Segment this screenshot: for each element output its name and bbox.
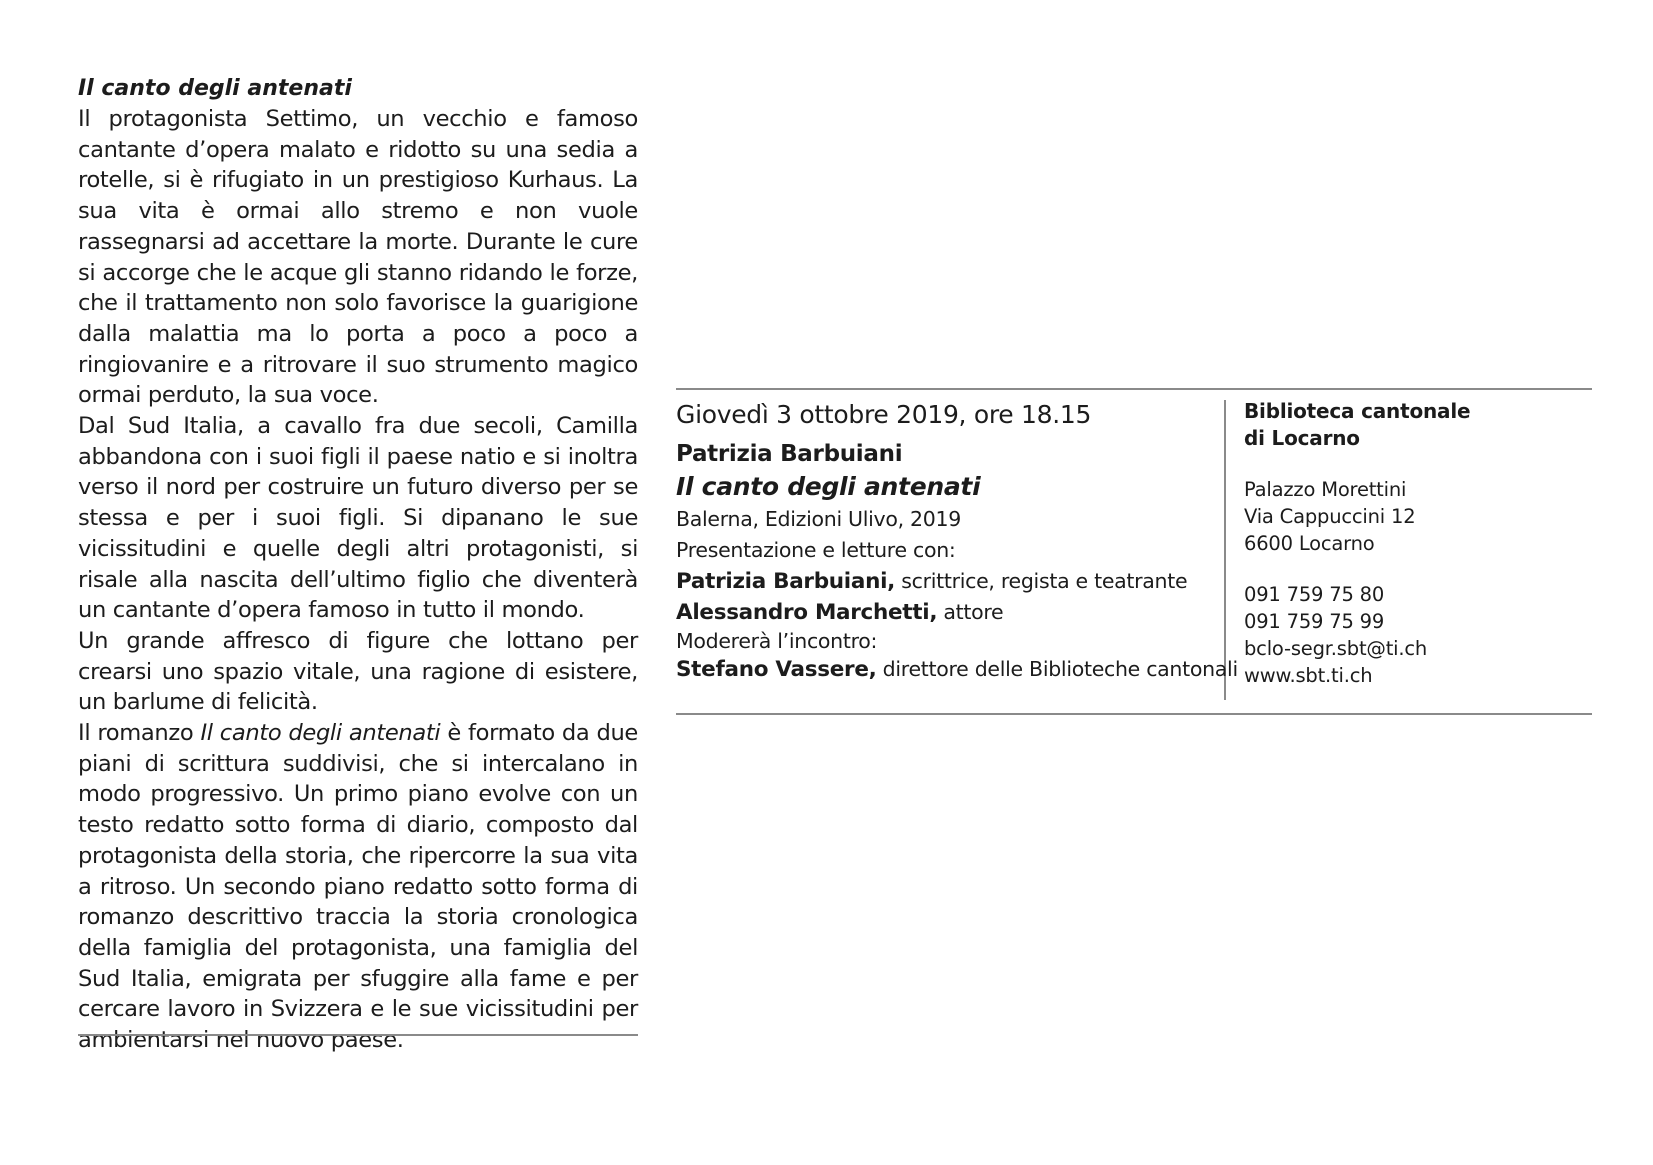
library-fax: 091 759 75 99 — [1244, 610, 1385, 633]
article-paragraph — [78, 718, 638, 1056]
article-body — [78, 104, 638, 1056]
article-paragraph-start: Il romanzo — [78, 720, 201, 747]
library-address-line: Via Cappuccini 12 — [1244, 505, 1416, 528]
participant-role: attore — [937, 600, 1004, 624]
article-title: Il canto degli antenati — [78, 76, 352, 101]
article-paragraph-rest: è formato da due piani di scrittura suddivisi, che si intercalano in modo progressivo. Un primo piano evolve con un testo redatto sotto forma di diario, composto dal protagonista della storia, che ripercorre la sua vita a ritroso. Un secondo piano redatto sotto forma di romanzo descrittivo traccia la storia cronologica della famiglia del protagonista, una famiglia del Sud Italia, emigrata per sfuggire alla fame e per cercare lavoro in Svizzera e le sue vicissitudini per ambientarsi nel nuovo paese. — [78, 720, 638, 1054]
article-paragraph: Il protagonista Settimo, un vecchio e famoso cantante d’opera malato e ridotto su una sedia a rotelle, si è rifugiato in un prestigioso Kurhaus. La sua vita è ormai allo stremo e non vuole rassegnarsi ad accettare la morte. Durante le cure si accorge che le acque gli stanno ridando le forze, che il trattamento non solo favorisce la guarigione dalla malattia ma lo porta a poco a poco a ringiovanire e a ritrovare il suo strumento magico ormai perduto, la sua voce. — [78, 106, 638, 409]
participant-role: scrittrice, regista e teatrante — [895, 569, 1188, 593]
moderator-label: Modererà l’incontro: — [676, 629, 878, 653]
event-date: Giovedì 3 ottobre 2019, ore 18.15 — [676, 400, 1092, 429]
library-phone: 091 759 75 80 — [1244, 583, 1385, 606]
library-name-line1: Biblioteca cantonale — [1244, 399, 1471, 423]
participant-1 — [676, 566, 1216, 597]
article-book-title-inline: Il canto degli antenati — [200, 720, 441, 747]
article-bottom-rule — [78, 1034, 638, 1036]
library-name-line2: di Locarno — [1244, 426, 1360, 450]
event-top-rule — [676, 388, 1592, 390]
library-info — [1244, 398, 1584, 689]
participant-name: Patrizia Barbuiani, — [676, 569, 896, 594]
article-paragraph: Dal Sud Italia, a cavallo fra due secoli, Camilla abbandona con i suoi figli il paese natio e si inoltra verso il nord per costruire un futuro diverso per se stessa e per i suoi figli. Si dipanano le sue vicissitudini e quelle degli altri protagonisti, si risale alla nascita dell’ultimo figlio che diventerà un cantante d’opera famoso in tutto il mondo. — [78, 413, 638, 624]
library-address-line: 6600 Locarno — [1244, 532, 1375, 555]
participant-2 — [676, 597, 1216, 628]
library-website[interactable]: www.sbt.ti.ch — [1244, 664, 1373, 687]
event-details — [676, 398, 1238, 684]
event-bottom-rule — [676, 713, 1592, 715]
presentation-label: Presentazione e letture con: — [676, 538, 956, 562]
article-column — [78, 74, 638, 1056]
library-address-line: Palazzo Morettini — [1244, 478, 1407, 501]
event-author: Patrizia Barbuiani — [676, 441, 903, 467]
event-book-title: Il canto degli antenati — [676, 472, 981, 501]
moderator-role: direttore delle Biblioteche cantonali — [876, 657, 1238, 681]
event-publisher: Balerna, Edizioni Ulivo, 2019 — [676, 507, 962, 531]
participant-name: Alessandro Marchetti, — [676, 600, 938, 625]
article-paragraph: Un grande affresco di figure che lottano per crearsi uno spazio vitale, una ragione di esistere, un barlume di felicità. — [78, 627, 638, 716]
moderator — [676, 655, 1238, 684]
library-email[interactable]: bclo-segr.sbt@ti.ch — [1244, 637, 1428, 660]
moderator-name: Stefano Vassere, — [676, 657, 877, 682]
event-vertical-divider — [1224, 400, 1226, 700]
